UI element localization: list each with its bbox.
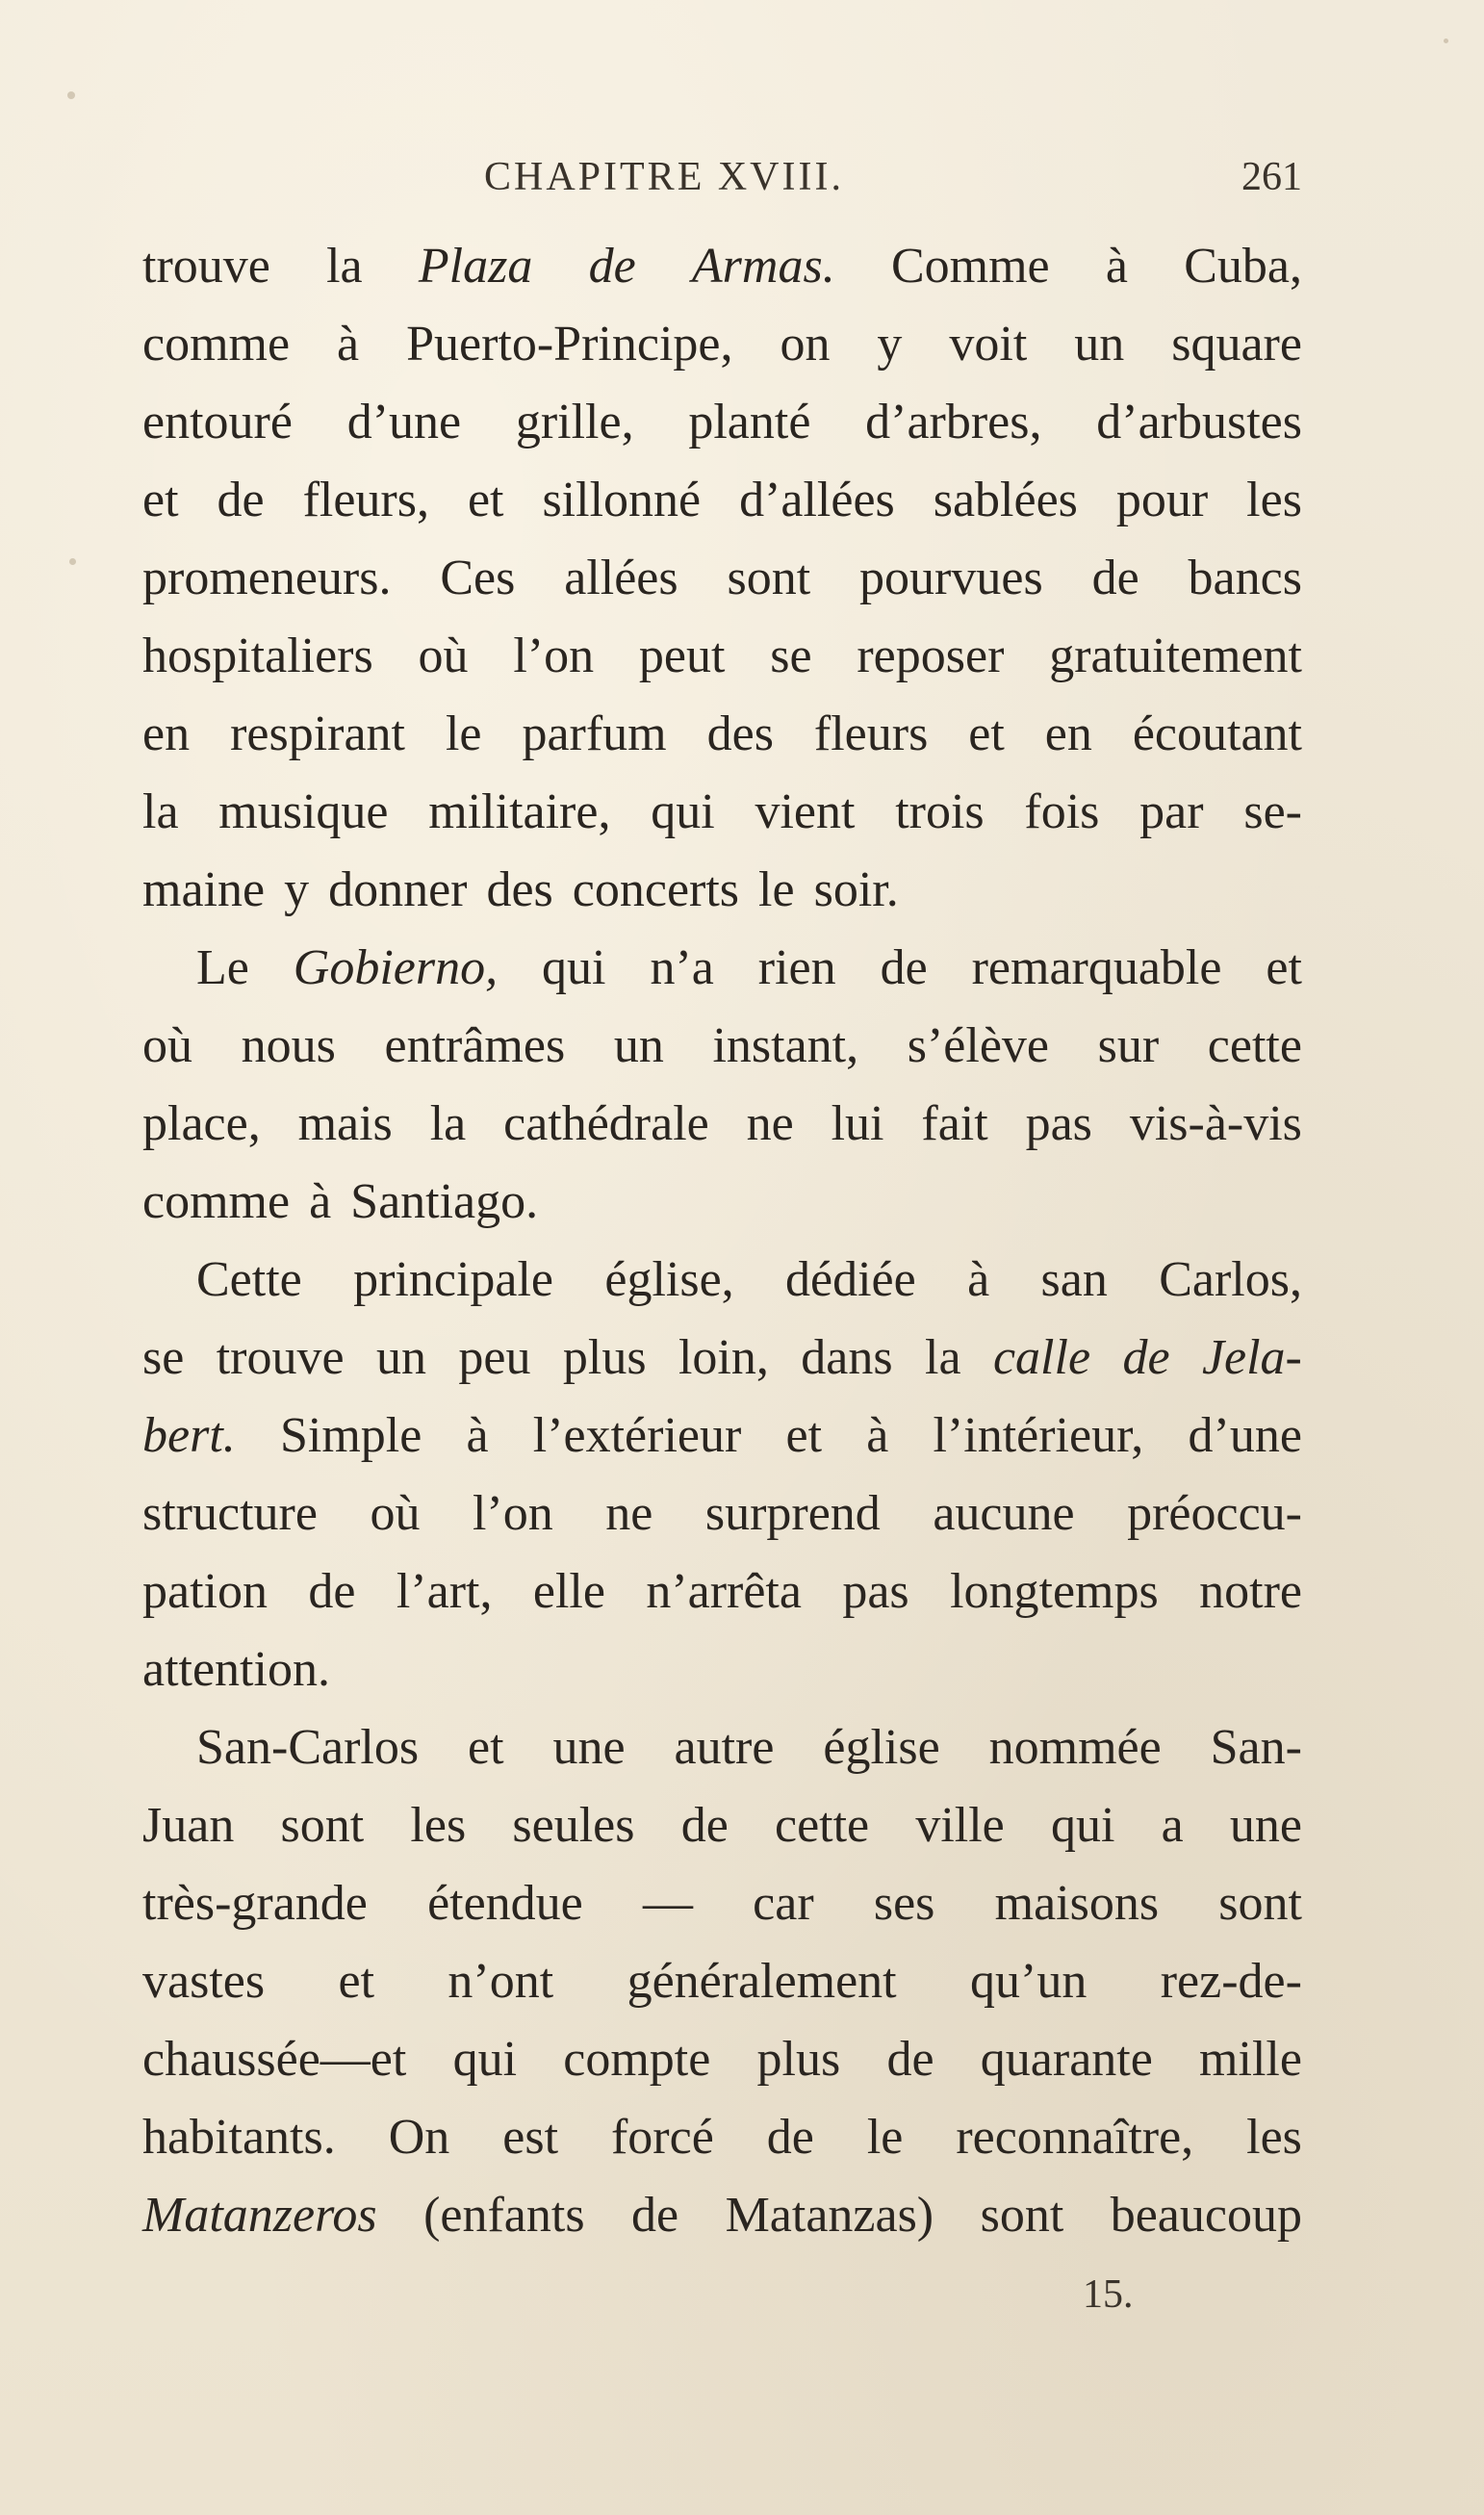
word: attention. [142,1642,330,1697]
word: notre [1199,1564,1302,1619]
word: trouve [216,1330,345,1385]
text-line [142,1475,1302,1553]
word: Matanzeros [142,2188,377,2243]
text-line [142,929,1302,1007]
word: concerts [572,862,740,917]
word: sont [727,551,811,605]
word: généralement [627,1954,897,2009]
text-line [142,1085,1302,1163]
word: sont [980,2188,1064,2243]
word: et [785,1408,823,1463]
word: Gobierno, [293,940,499,995]
word: principale [353,1252,554,1307]
word: qui [542,940,606,995]
word: très-grande [142,1876,368,1931]
word: mille [1199,2032,1302,2087]
word: se [142,1330,185,1385]
word: autre [674,1720,775,1775]
word: elle [532,1564,605,1619]
word: plus [756,2032,841,2087]
word: pourvues [859,551,1043,605]
word: Armas. [691,239,835,294]
word: plus [562,1330,647,1385]
word: san [1040,1252,1108,1307]
word: préoccu- [1127,1486,1302,1541]
body-text [142,227,1302,2254]
word: square [1171,317,1302,372]
text-line [142,1553,1302,1630]
word: forcé [610,2110,714,2165]
word: s’élève [907,1018,1049,1073]
word: respirant [230,706,405,761]
word: San-Carlos [196,1720,420,1775]
word: instant, [712,1018,859,1073]
word: planté [688,395,811,449]
text-line [142,1397,1302,1475]
word: d’arbres, [865,395,1042,449]
word: se [770,629,812,683]
word: la [429,1096,467,1151]
word: seules [512,1798,635,1853]
word: cette [774,1798,870,1853]
word: et [968,706,1005,761]
word: structure [142,1486,318,1541]
word: où [418,629,469,683]
word: promeneurs. [142,551,392,605]
word: et [468,1720,504,1775]
signature-mark: 15. [1083,2272,1134,2317]
word: peut [638,629,726,683]
paper-speck [69,558,76,565]
word: cathédrale [503,1096,709,1151]
text-line [142,1007,1302,1085]
word: dans [801,1330,893,1385]
word: y [877,317,903,372]
word: On [388,2110,450,2165]
word: fleurs [813,706,929,761]
word: pas [842,1564,909,1619]
word: Carlos, [1159,1252,1302,1307]
word: de [1122,1330,1170,1385]
word: entouré [142,395,293,449]
word: qui [1050,1798,1115,1853]
word: — [642,1876,693,1931]
word: la [326,239,363,294]
word: église [823,1720,940,1775]
word: Le [196,940,249,995]
word: et [142,473,179,527]
word: beaucoup [1110,2188,1302,2243]
word: habitants. [142,2110,336,2165]
word: à [309,1174,332,1229]
word: qui [452,2032,518,2087]
text-line [142,2020,1302,2098]
running-head [142,154,1302,212]
word: calle [992,1330,1091,1385]
page-number: 261 [1241,155,1302,199]
word: trouve [142,239,270,294]
word: à [337,317,360,372]
word: les [1246,473,1302,527]
word: qu’un [970,1954,1087,2009]
word: l’art, [396,1564,493,1619]
word: Plaza [418,239,533,294]
word: comme [142,1174,291,1229]
word: les [1246,2110,1302,2165]
word: comme [142,317,291,372]
word: y [284,862,310,917]
chapter-title: CHAPITRE XVIII. [484,155,844,199]
word: nommée [988,1720,1162,1775]
word: n’a [650,940,714,995]
word: se- [1243,784,1302,839]
word: le [445,706,482,761]
word: l’on [472,1486,553,1541]
word: lui [831,1096,884,1151]
paper-speck [67,91,75,99]
word: musique [218,784,389,839]
word: dédiée [785,1252,916,1307]
text-line [142,773,1302,851]
word: maisons [994,1876,1160,1931]
word: rien [757,940,836,995]
word: reconnaître, [956,2110,1194,2165]
word: ne [746,1096,794,1151]
word: parfum [522,706,667,761]
word: l’intérieur, [933,1408,1144,1463]
word: d’une [346,395,462,449]
word: et [338,1954,375,2009]
word: remarquable [971,940,1222,995]
word: nous [241,1018,336,1073]
word: un [613,1018,664,1073]
word: à [866,1408,889,1463]
word: à [1105,239,1128,294]
word: étendue [427,1876,583,1931]
word: quarante [980,2032,1153,2087]
word: est [502,2110,559,2165]
word: Ces [440,551,516,605]
word: sont [280,1798,365,1853]
word: Simple [279,1408,422,1463]
word: gratuitement [1049,629,1302,683]
word: hospitaliers [142,629,373,683]
word: et [467,473,504,527]
word: mais [297,1096,393,1151]
word: Matanzas) [725,2188,934,2243]
word: écoutant [1132,706,1302,761]
word: compte [563,2032,711,2087]
text-line [142,2176,1302,2254]
word: la [142,784,179,839]
word: place, [142,1096,261,1151]
word: fois [1024,784,1100,839]
word: qui [651,784,715,839]
word: rez-de- [1160,1954,1302,2009]
word: fait [921,1096,988,1151]
word: n’ont [448,1954,554,2009]
word: on [780,317,831,372]
word: d’une [1188,1408,1302,1463]
word: un [375,1330,426,1385]
word: militaire, [428,784,611,839]
text-line [142,2098,1302,2176]
word: peu [458,1330,531,1385]
word: à [466,1408,489,1463]
text-line [142,461,1302,539]
word: des [486,862,553,917]
text-line [142,1708,1302,1786]
word: et [1266,940,1302,995]
text-line [142,383,1302,461]
text-line [142,305,1302,383]
word: pation [142,1564,268,1619]
word: en [142,706,191,761]
word: ses [873,1876,935,1931]
word: voit [949,317,1028,372]
word: n’arrêta [646,1564,802,1619]
word: par [1139,784,1204,839]
word: allées [564,551,678,605]
word: cette [1207,1018,1302,1073]
word: une [552,1720,626,1775]
word: trois [895,784,985,839]
word: de [631,2188,679,2243]
word: sur [1097,1018,1160,1073]
word: donner [328,862,468,917]
word: car [753,1876,814,1931]
word: fleurs, [302,473,429,527]
word: pas [1025,1096,1092,1151]
word: longtemps [950,1564,1159,1619]
text-line [142,695,1302,773]
word: bert. [142,1408,236,1463]
word: à [967,1252,990,1307]
word: une [1229,1798,1302,1853]
word: sillonné [542,473,702,527]
word: vis-à-vis [1129,1096,1302,1151]
word: de [217,473,265,527]
word: aucune [933,1486,1075,1541]
word: chaussée—et [142,2032,407,2087]
word: pour [1115,473,1209,527]
text-line [142,1786,1302,1864]
word: bancs [1188,551,1302,605]
word: l’on [513,629,595,683]
word: reposer [857,629,1005,683]
word: Santiago. [350,1174,539,1229]
word: d’arbustes [1096,395,1302,449]
word: Cette [196,1252,302,1307]
word: soir. [813,862,899,917]
word: un [1074,317,1125,372]
word: de [680,1798,729,1853]
word: église, [604,1252,734,1307]
word: de [588,239,636,294]
text-line [142,1319,1302,1397]
word: maine [142,862,266,917]
word: grille, [515,395,634,449]
word: sablées [933,473,1078,527]
text-line [142,539,1302,617]
word: ne [605,1486,653,1541]
text-line [142,851,1302,929]
text-line [142,227,1302,305]
text-line [142,1630,1302,1708]
text-line [142,617,1302,695]
word: l’extérieur [532,1408,742,1463]
word: Jela- [1201,1330,1302,1385]
word: de [1091,551,1139,605]
text-line [142,1942,1302,2020]
word: Cuba, [1184,239,1302,294]
word: ville [915,1798,1005,1853]
word: Puerto-Principe, [406,317,733,372]
word: surprend [704,1486,881,1541]
word: de [766,2110,814,2165]
word: le [758,862,795,917]
word: la [925,1330,961,1385]
paper-speck [1444,38,1448,43]
word: le [866,2110,904,2165]
text-line [142,1864,1302,1942]
word: vient [755,784,856,839]
word: de [880,940,928,995]
word: des [706,706,774,761]
word: Comme [890,239,1050,294]
word: vastes [142,1954,266,2009]
word: de [886,2032,934,2087]
word: loin, [678,1330,769,1385]
word: (enfants [423,2188,585,2243]
word: d’allées [739,473,895,527]
word: où [142,1018,192,1073]
word: entrâmes [384,1018,566,1073]
text-line [142,1241,1302,1319]
word: sont [1218,1876,1302,1931]
word: San- [1210,1720,1302,1775]
word: a [1161,1798,1184,1853]
word: Juan [142,1798,235,1853]
text-line [142,1163,1302,1241]
word: en [1044,706,1092,761]
word: de [308,1564,356,1619]
word: les [410,1798,467,1853]
word: où [370,1486,421,1541]
